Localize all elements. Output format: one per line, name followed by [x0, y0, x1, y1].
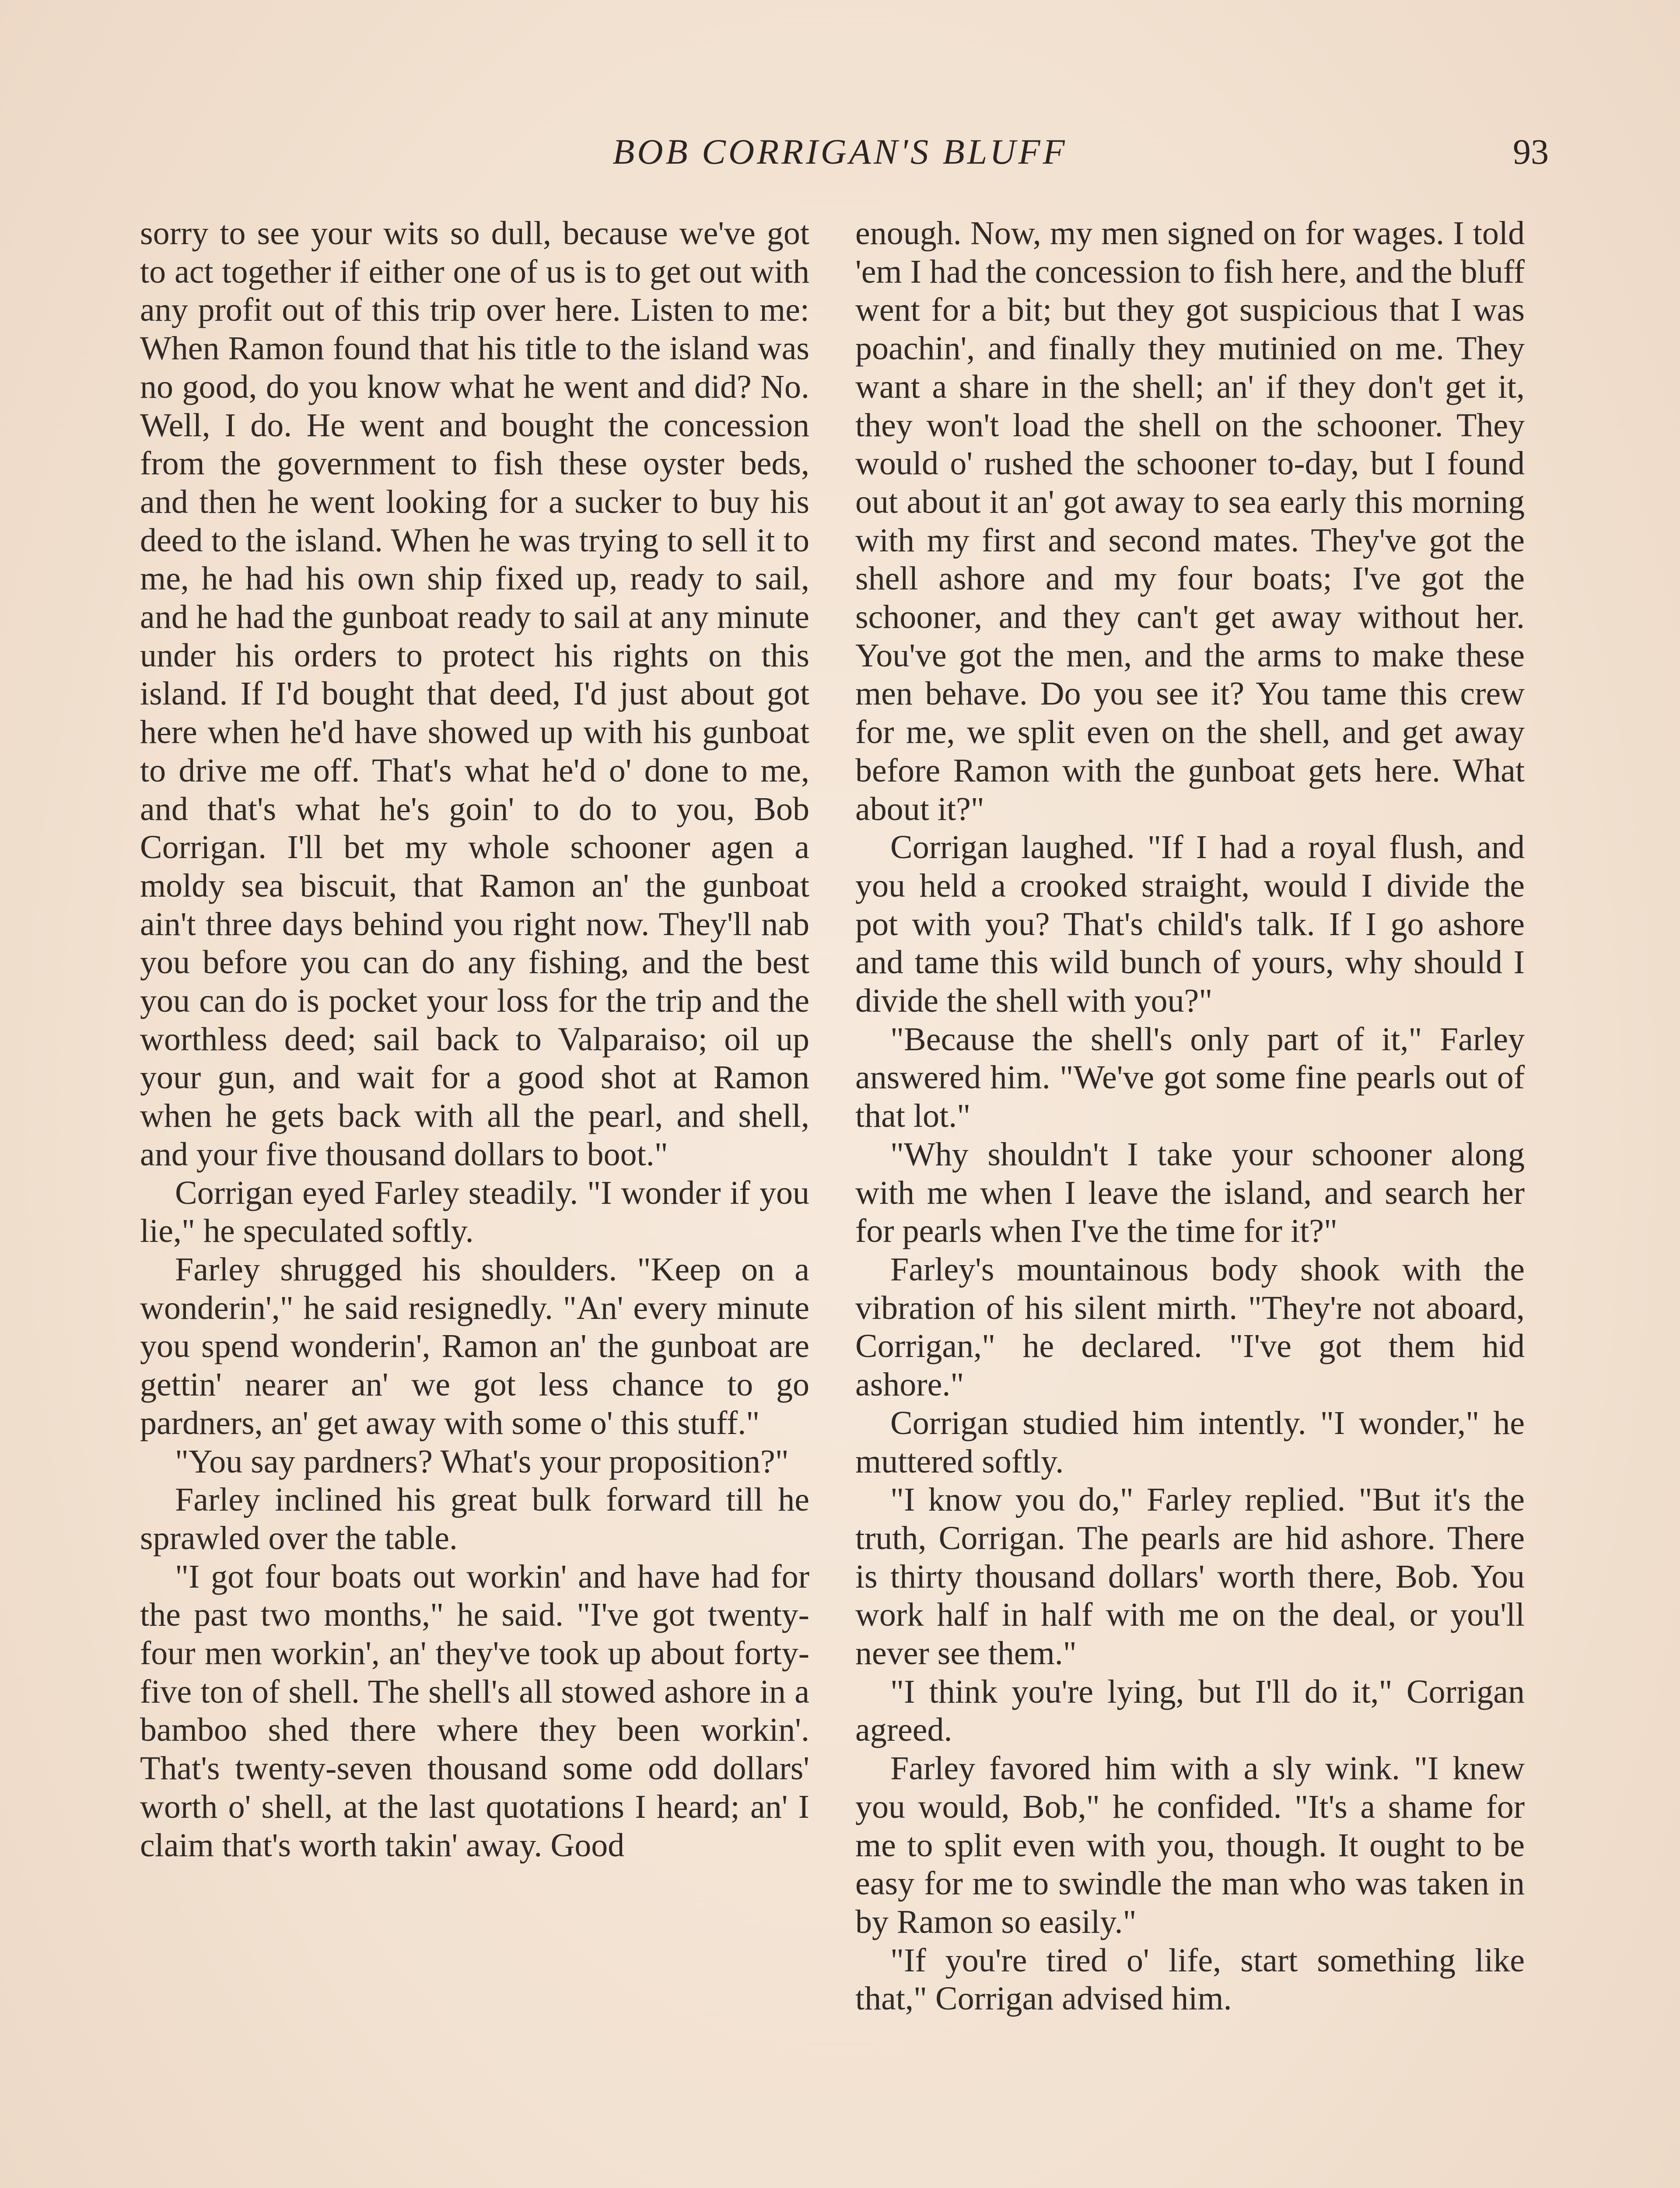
- paragraph: Corrigan laughed. "If I had a royal flush, and you held a crooked straight, would I divide the pot with you? That's child's talk. If I go ashore and tame this wild bunch of yours, why should I divide the shell with you?": [855, 829, 1525, 1020]
- paragraph: Farley favored him with a sly wink. "I knew you would, Bob," he confided. "It's a shame for me to split even with you, though. It ought to be easy for me to swindle the man who was taken in by Ramon so easily.": [855, 1750, 1525, 1940]
- paragraph: "I got four boats out workin' and have had for the past two months," he said. "I've got twenty-four men workin', an' they've took up about forty-five ton of shell. The shell's all stowed ashore in a bamboo shed there where they been workin'. That's twenty-seven thousand some odd dollars' worth o' shell, at the last quotations I heard; an' I claim that's worth takin' away. Good: [140, 1558, 809, 1864]
- paragraph: Corrigan eyed Farley steadily. "I wonder if you lie," he speculated softly.: [140, 1174, 809, 1250]
- paragraph: "You say pardners? What's your proposition?": [175, 1443, 789, 1480]
- paragraph: Farley shrugged his shoulders. "Keep on a wonderin'," he said resignedly. "An' every minute you spend wonderin', Ramon an' the gunboat are gettin' nearer an' we got less chance to go pardners, an' get away with some o' this stuff.": [140, 1251, 809, 1441]
- paragraph: "Why shouldn't I take your schooner along with me when I leave the island, and search her for pearls when I've the time for it?": [855, 1136, 1525, 1250]
- paragraph: Farley inclined his great bulk forward till he sprawled over the table.: [140, 1481, 809, 1557]
- paragraph: enough. Now, my men signed on for wages. I told 'em I had the concession to fish here, and the bluff went for a bit; but they got suspicious that I was poachin', and finally they mutinied on me. They want a share in the shell; an' if they don't get it, they won't load the shell on the schooner. They would o' rushed the schooner to-day, but I found out about it an' got away to sea early this morning with my first and second mates. They've got the shell ashore and my four boats; I've got the schooner, and they can't get away without her. You've got the men, and the arms to make these men behave. Do you see it? You tame this crew for me, we split even on the shell, and get away before Ramon with the gunboat gets here. What about it?": [855, 215, 1525, 828]
- running-title: BOB CORRIGAN'S BLUFF: [612, 132, 1068, 172]
- right-column: [855, 214, 1525, 2018]
- left-column: [140, 214, 809, 1865]
- paragraph: sorry to see your wits so dull, because we've got to act together if either one of us is to get out with any profit out of this trip over here. Listen to me: When Ramon found that his title to the island was no good, do you know what he went and did? No. Well, I do. He went and bought the concession from the government to fish these oyster beds, and then he went looking for a sucker to buy his deed to the island. When he was trying to sell it to me, he had his own ship fixed up, ready to sail, and he had the gunboat ready to sail at any minute under his orders to protect his rights on this island. If I'd bought that deed, I'd just about got here when he'd have showed up with his gunboat to drive me off. That's what he'd o' done to me, and that's what he's goin' to do to you, Bob Corrigan. I'll bet my whole schooner agen a moldy sea biscuit, that Ramon an' the gunboat ain't three days behind you right now. They'll nab you before you can do any fishing, and the best you can do is pocket your loss for the trip and the worthless deed; sail back to Valparaiso; oil up your gun, and wait for a good shot at Ramon when he gets back with all the pearl, and shell, and your five thousand dollars to boot.": [140, 215, 809, 1173]
- paragraph: Corrigan studied him intently. "I wonder," he muttered softly.: [855, 1404, 1525, 1480]
- paragraph: "I know you do," Farley replied. "But it's the truth, Corrigan. The pearls are hid ashore. There is thirty thousand dollars' worth there, Bob. You work half in half with me on the deal, or you'll never see them.": [855, 1481, 1525, 1672]
- paragraph: "If you're tired o' life, start something like that," Corrigan advised him.: [855, 1942, 1525, 2017]
- paragraph: "Because the shell's only part of it," Farley answered him. "We've got some fine pearls out of that lot.": [855, 1020, 1525, 1135]
- paragraph: Farley's mountainous body shook with the vibration of his silent mirth. "They're not aboard, Corrigan," he declared. "I've got them hid ashore.": [855, 1251, 1525, 1403]
- page-number: 93: [1513, 132, 1549, 172]
- running-head: [131, 131, 1549, 188]
- paragraph: "I think you're lying, but I'll do it," Corrigan agreed.: [855, 1673, 1525, 1749]
